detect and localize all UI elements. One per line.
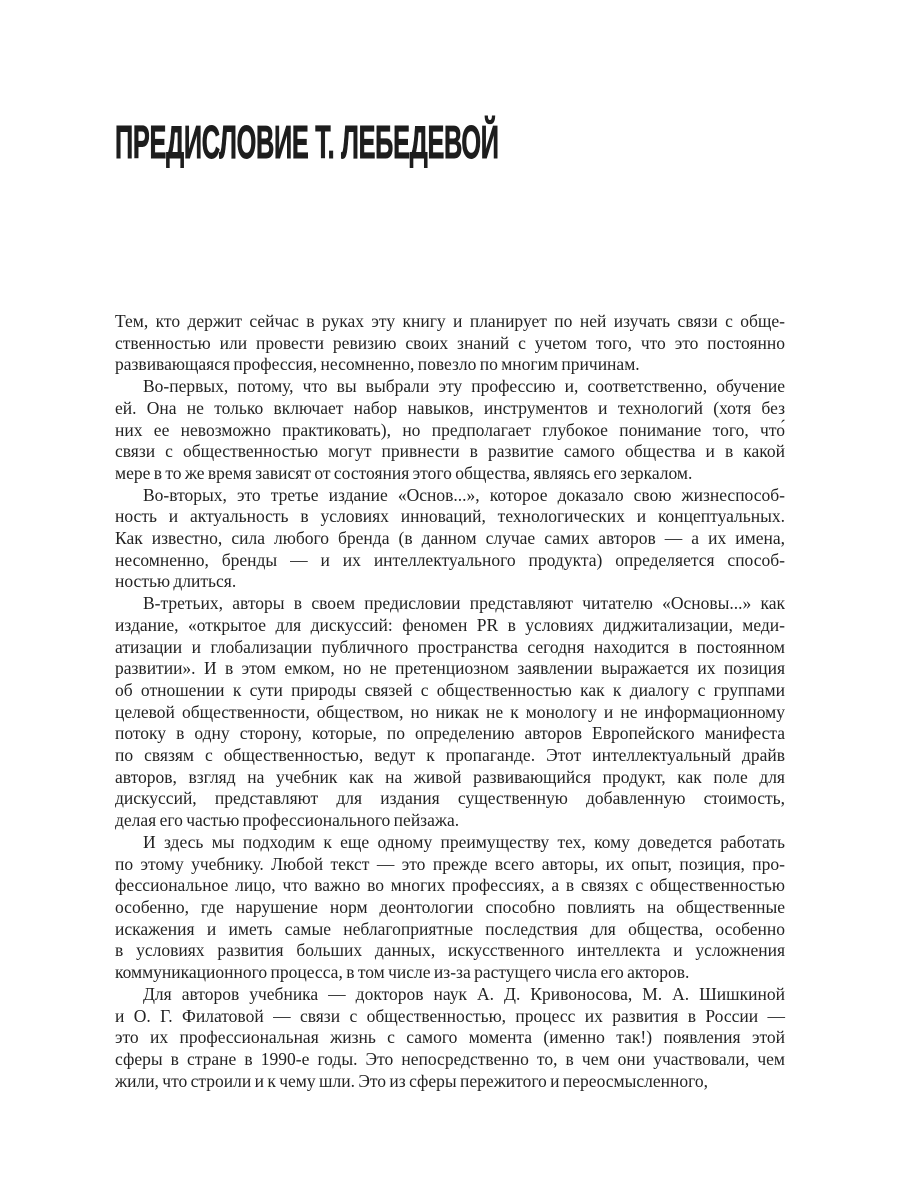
- chapter-title: ПРЕДИСЛОВИЕ Т. ЛЕБЕДЕВОЙ: [115, 116, 499, 168]
- text-line: Тем, кто держит сейчас в руках эту книгу и планирует по ней изучать связи с обще-: [115, 311, 785, 331]
- text-line: Как известно, сила любого бренда (в данном случае самих авторов — а их имена,: [115, 528, 785, 549]
- text-line: по этому учебнику. Любой текст — это прежде всего авторы, их опыт, позиция, про-: [115, 853, 785, 874]
- paragraph: [115, 593, 785, 832]
- text-line: дискуссий, представляют для издания существенную добавленную стоимость,: [115, 788, 785, 809]
- text-line: И здесь мы подходим к еще одному преимуществу тех, кому доведется работать: [143, 831, 785, 852]
- text-line: искажения и иметь самые неблагоприятные последствия для общества, особенно: [115, 918, 785, 939]
- text-line: В-третьих, авторы в своем предисловии представляют читателю «Основы...» как: [143, 593, 785, 614]
- text-line: несомненно, бренды — и их интеллектуального продукта) определяется способ-: [115, 549, 785, 570]
- body-text: [115, 311, 785, 1092]
- text-line: ственностью или провести ревизию своих знаний с учетом того, что это постоянно: [115, 332, 785, 353]
- text-line: ей. Она не только включает набор навыков, инструментов и технологий (хотя без: [115, 397, 785, 418]
- text-line: особенно, где нарушение норм деонтологии способно повлиять на общественные: [115, 896, 785, 917]
- text-line: Во-первых, потому, что вы выбрали эту профессию и, соответственно, обучение: [143, 376, 785, 397]
- paragraph: [115, 311, 785, 376]
- text-line: фессиональное лицо, что важно во многих профессиях, а в связях с общественностью: [115, 875, 785, 896]
- text-line: это их профессиональная жизнь с самого момента (именно так!) появления этой: [115, 1027, 785, 1048]
- text-line: коммуникационного процесса, в том числе из-за растущего числа его акторов.: [115, 962, 690, 983]
- text-line: потоку в одну сторону, которые, по определению авторов Европейского манифеста: [115, 723, 785, 744]
- paragraph: [115, 832, 785, 984]
- text-line: в условиях развития больших данных, искусственного интеллекта и усложнения: [115, 940, 785, 961]
- text-line: об отношении к сути природы связей с общественностью как к диалогу с группами: [115, 679, 785, 700]
- text-line: мере в то же время зависят от состояния этого общества, являясь его зеркалом.: [115, 462, 693, 483]
- text-line: издание, «открытое для дискуссий: феномен PR в условиях диджитализации, меди-: [115, 614, 785, 635]
- text-line: связи с общественностью могут привнести в развитие самого общества и в какой: [115, 441, 785, 462]
- paragraph: [115, 984, 785, 1093]
- text-line: жили, что строили и к чему шли. Это из сферы пережитого и переосмысленного,: [115, 1070, 708, 1091]
- text-line: развивающаяся профессия, несомненно, повезло по многим причинам.: [115, 354, 640, 375]
- text-line: делая его частью профессионального пейзажа.: [115, 810, 460, 831]
- text-line: ность и актуальность в условиях инноваций, технологических и концептуальных.: [115, 506, 785, 527]
- text-line: сферы в стране в 1990-е годы. Это непосредственно то, в чем они участвовали, чем: [115, 1048, 785, 1069]
- text-line: ностью длиться.: [115, 571, 237, 592]
- text-line: по связям с общественностью, ведут к пропаганде. Этот интеллектуальный драйв: [115, 745, 785, 766]
- text-line: и О. Г. Филатовой — связи с общественностью, процесс их развития в России —: [115, 1005, 785, 1026]
- text-line: развитии». И в этом емком, но не претенциозном заявлении выражается их позиция: [115, 658, 785, 679]
- text-line: Во-вторых, это третье издание «Основ...», которое доказало свою жизнеспособ-: [143, 484, 785, 505]
- text-line: атизации и глобализации публичного пространства сегодня находится в постоянном: [115, 636, 785, 657]
- paragraph: [115, 376, 785, 485]
- paragraph: [115, 485, 785, 594]
- text-line: целевой общественности, обществом, но никак не к монологу и не информационному: [115, 701, 785, 722]
- text-line: них ее невозможно практиковать), но предполагает глубокое понимание того, что́: [115, 419, 785, 440]
- text-line: авторов, взгляд на учебник как на живой развивающийся продукт, как поле для: [115, 766, 785, 787]
- text-line: Для авторов учебника — докторов наук А. Д. Кривоносова, М. А. Шишкиной: [143, 983, 785, 1004]
